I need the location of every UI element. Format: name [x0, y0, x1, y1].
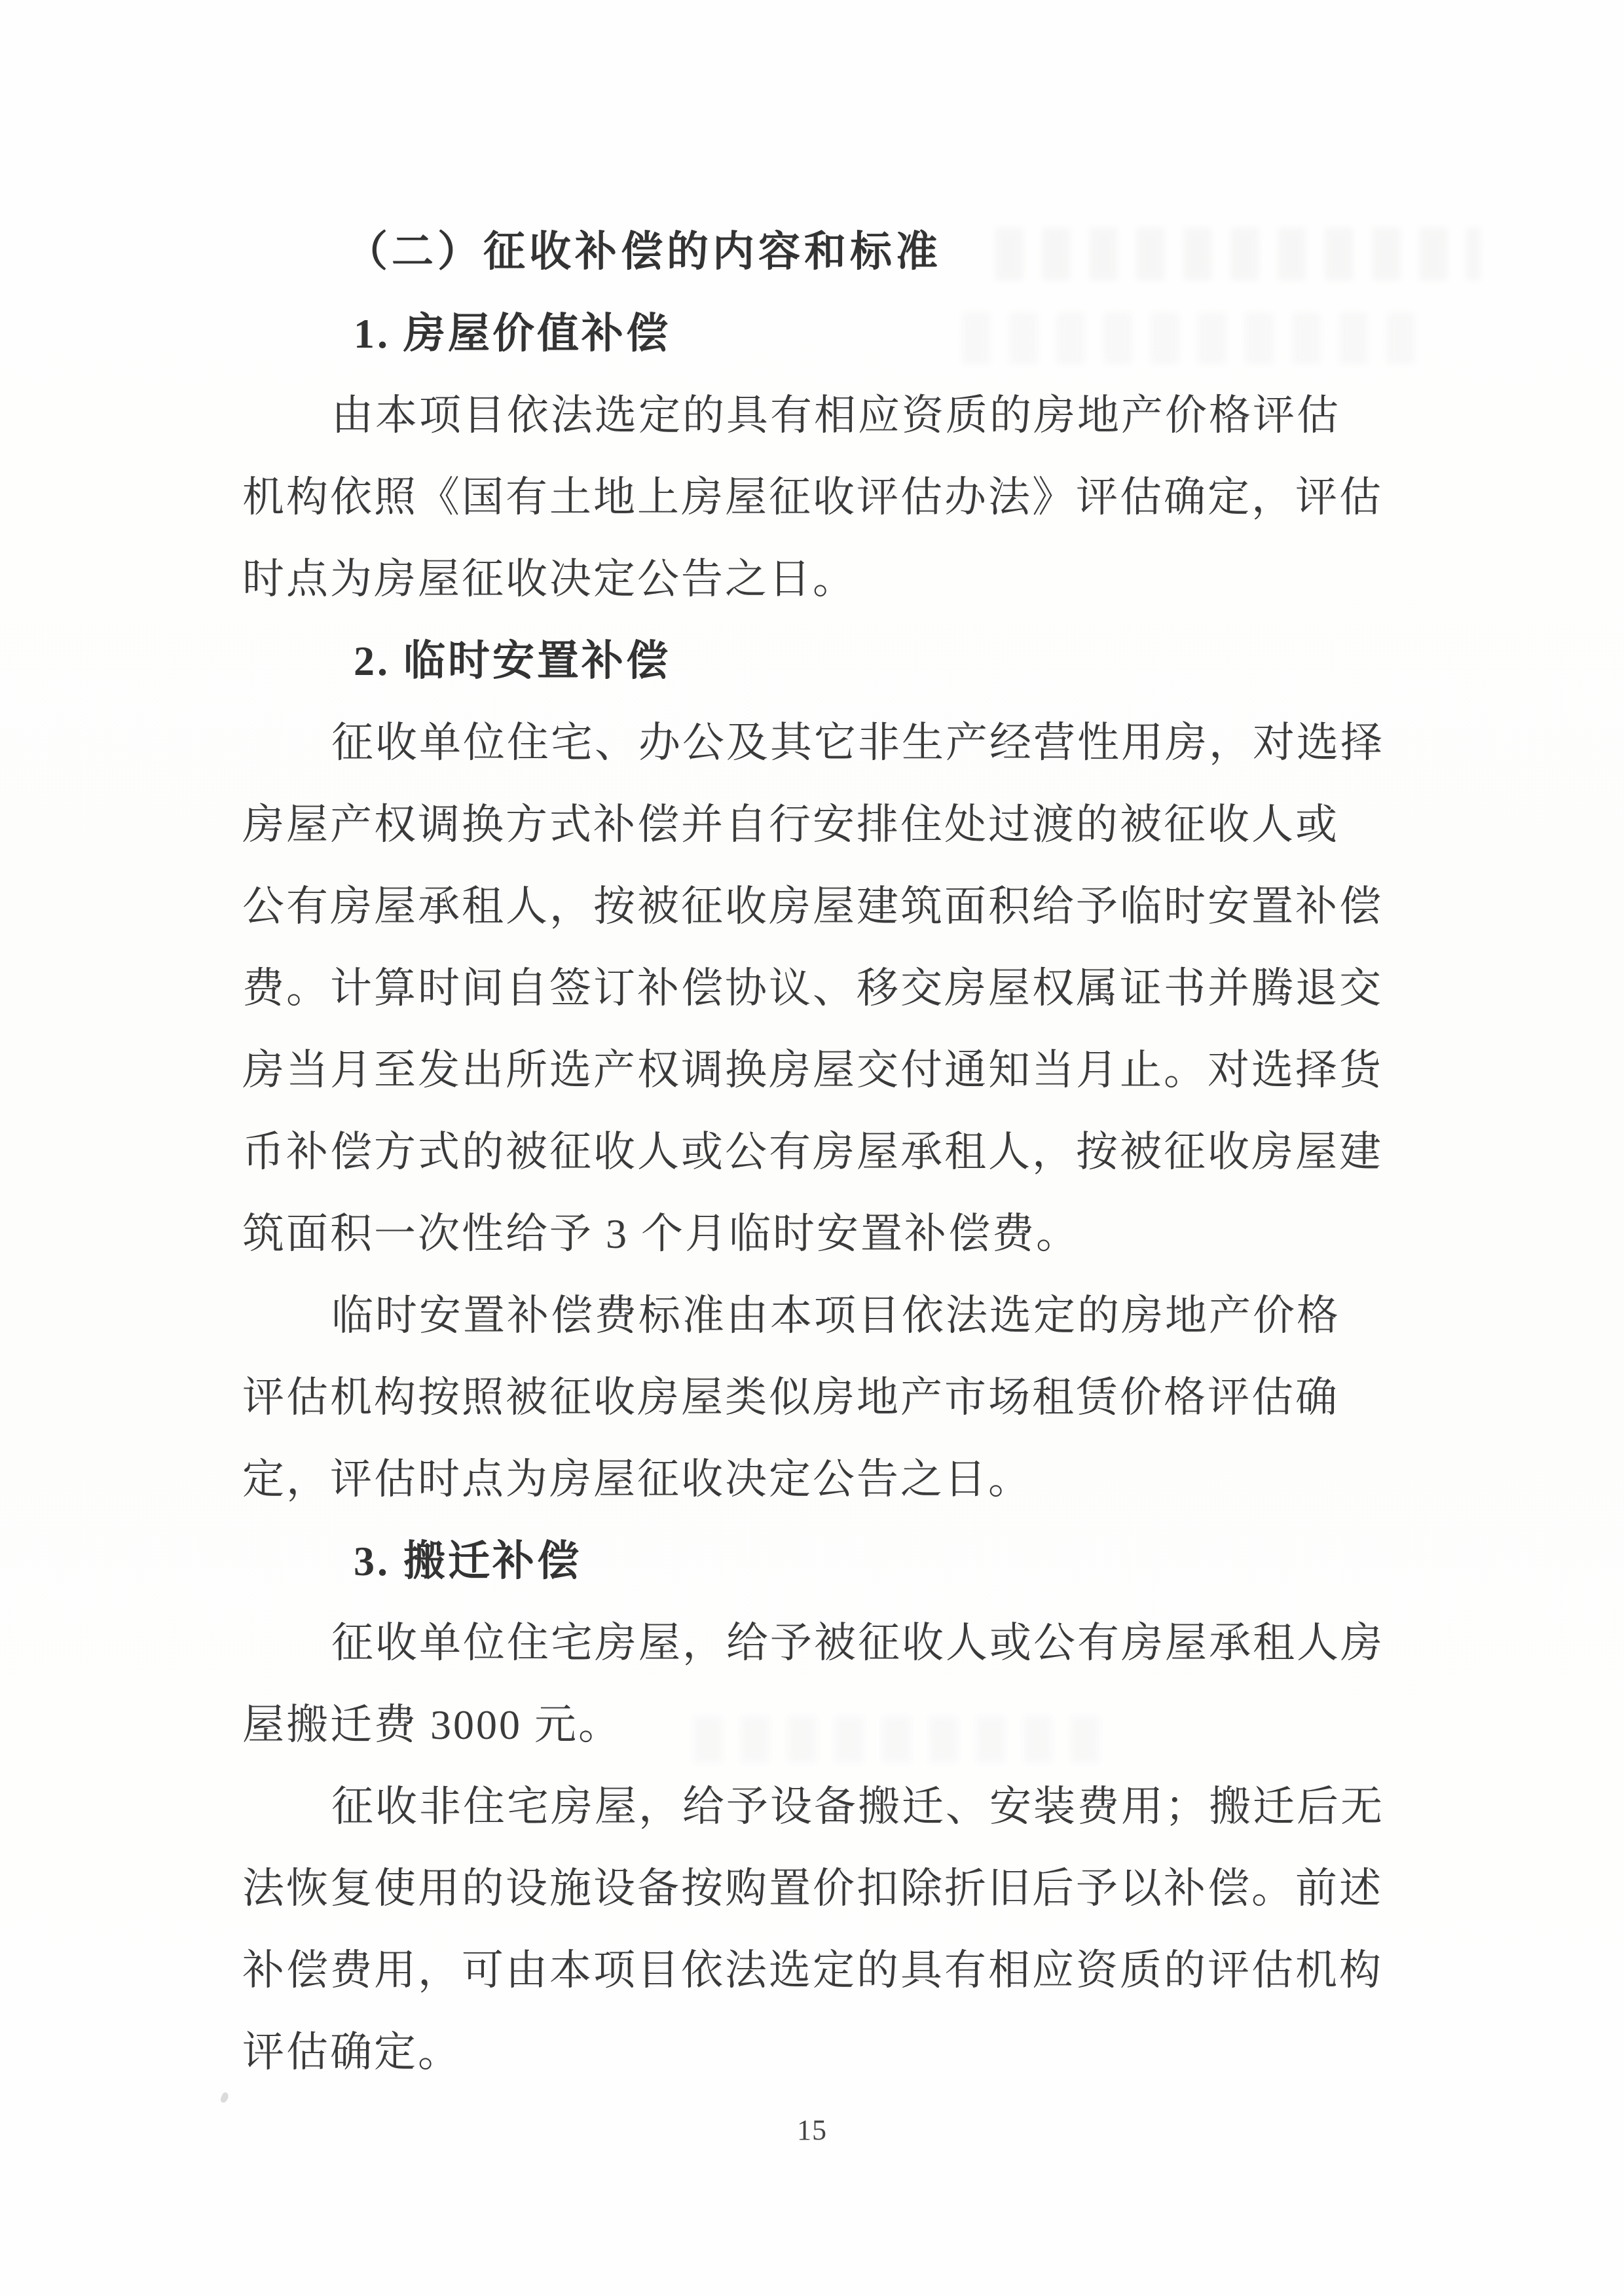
body-text-line: 房屋产权调换方式补偿并自行安排住处过渡的被征收人或 — [242, 801, 1339, 848]
section-heading: （二）征收补偿的内容和标准 — [346, 228, 942, 275]
body-text-line: 筑面积一次性给予 3 个月临时安置补偿费。 — [242, 1211, 1080, 1257]
subsection-heading-1: 1. 房屋价值补偿 — [354, 310, 671, 357]
body-text-line: 屋搬迁费 3000 元。 — [242, 1702, 622, 1748]
document-text-block — [242, 211, 1382, 2093]
body-text-line: 公有房屋承租人，按被征收房屋建筑面积给予临时安置补偿 — [242, 883, 1383, 930]
body-text-line: 币补偿方式的被征收人或公有房屋承租人，按被征收房屋建 — [242, 1129, 1383, 1175]
subsection-heading-2: 2. 临时安置补偿 — [354, 638, 671, 684]
page-number: 15 — [797, 2114, 827, 2146]
body-text-line: 补偿费用，可由本项目依法选定的具有相应资质的评估机构 — [242, 1947, 1383, 1994]
body-text-line: 征收单位住宅房屋，给予被征收人或公有房屋承租人房 — [331, 1620, 1384, 1666]
body-text-line: 法恢复使用的设施设备按购置价扣除折旧后予以补偿。前述 — [242, 1865, 1383, 1912]
body-text-line: 机构依照《国有土地上房屋征收评估办法》评估确定，评估 — [242, 474, 1383, 520]
body-text-line: 评估机构按照被征收房屋类似房地产市场租赁价格评估确 — [242, 1374, 1339, 1421]
body-text-line: 费。计算时间自签订补偿协议、移交房屋权属证书并腾退交 — [242, 965, 1383, 1011]
body-text-line: 征收单位住宅、办公及其它非生产经营性用房，对选择 — [331, 720, 1384, 766]
body-text-line: 临时安置补偿费标准由本项目依法选定的房地产价格 — [331, 1292, 1340, 1339]
body-text-line: 房当月至发出所选产权调换房屋交付通知当月止。对选择货 — [242, 1047, 1383, 1093]
body-text-line: 定，评估时点为房屋征收决定公告之日。 — [242, 1456, 1032, 1503]
body-text-line: 征收非住宅房屋，给予设备搬迁、安装费用；搬迁后无 — [331, 1783, 1384, 1830]
body-text-line: 时点为房屋征收决定公告之日。 — [242, 556, 857, 602]
scan-speck-artifact — [219, 2092, 230, 2104]
body-text-line: 由本项目依法选定的具有相应资质的房地产价格评估 — [331, 392, 1340, 439]
subsection-heading-3: 3. 搬迁补偿 — [354, 1538, 581, 1584]
body-text-line: 评估确定。 — [242, 2029, 462, 2075]
